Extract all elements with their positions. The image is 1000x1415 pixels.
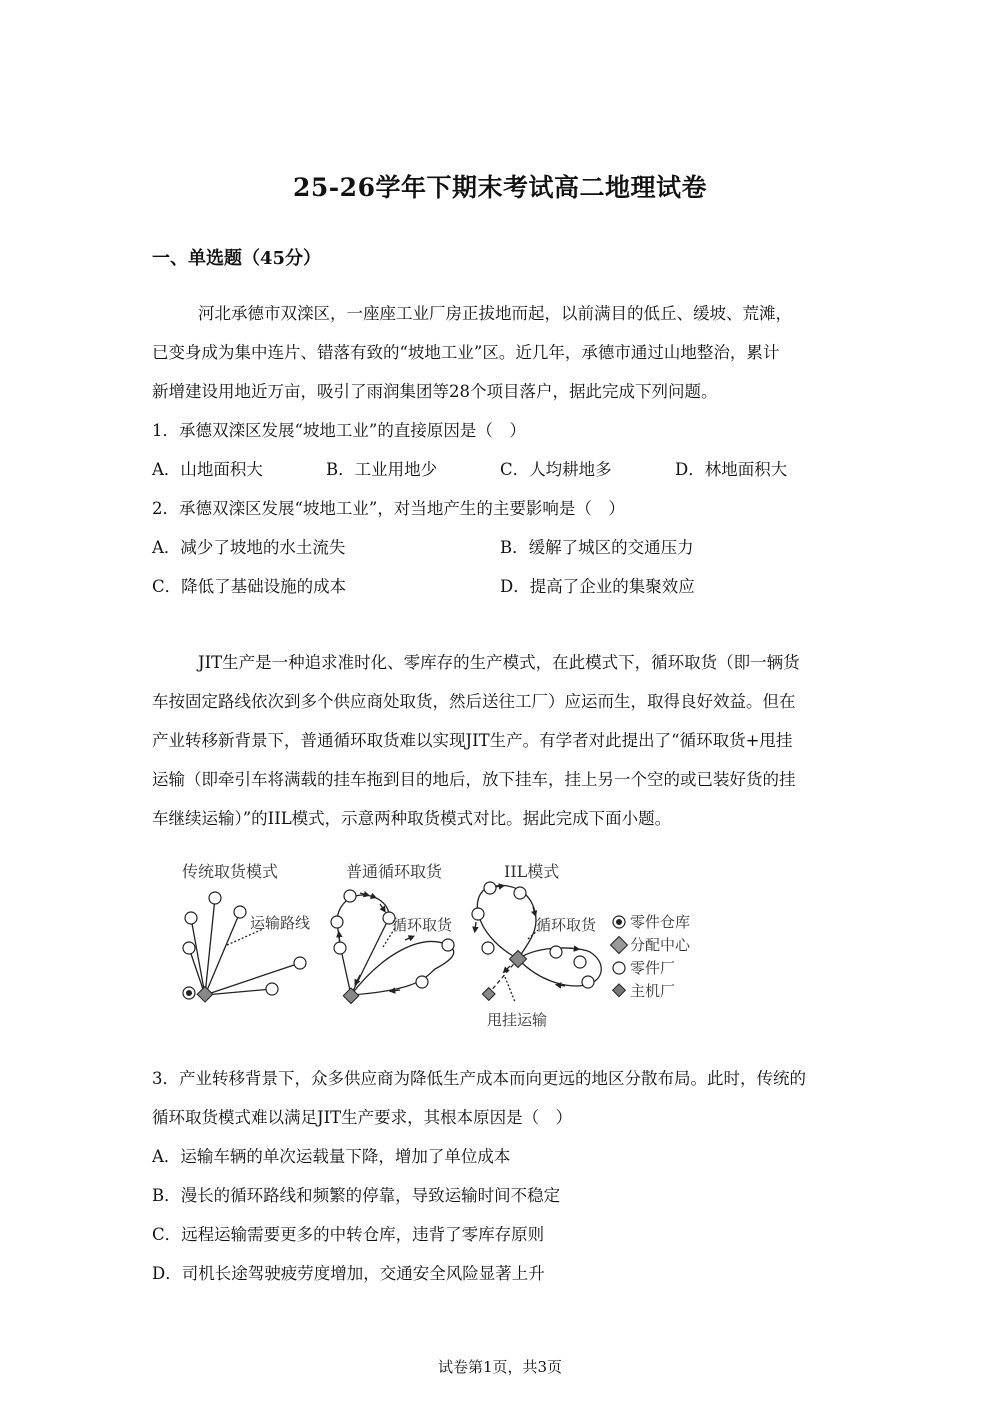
parts-factory-icon: [574, 956, 586, 968]
passage2-line: 产业转移新背景下，普通循环取货难以实现JIT生产。有学者对此提出了“循环取货+甩挂: [152, 731, 793, 750]
q3-option-c[interactable]: C．远程运输需要更多的中转仓库，违背了零库存原则: [152, 1225, 545, 1244]
q1-option-c[interactable]: C．人均耕地多: [500, 460, 612, 479]
q3-option-a[interactable]: A．运输车辆的单次运载量下降，增加了单位成本: [152, 1147, 511, 1166]
parts-factory-icon: [484, 882, 496, 894]
parts-factory-icon: [514, 887, 526, 899]
pickup-mode-diagram: [170, 852, 730, 1041]
main-factory-icon: [613, 984, 626, 997]
q1-option-b[interactable]: B．工业用地少: [326, 460, 438, 479]
page-title: 25-26学年下期末考试高二地理试卷: [293, 173, 707, 202]
parts-factory-icon: [472, 908, 484, 920]
q2-option-d[interactable]: D．提高了企业的集聚效应: [500, 577, 695, 596]
parts-factory-icon: [613, 962, 625, 974]
passage1-line: 已变身成为集中连片、错落有致的“坡地工业”区。近几年，承德市通过山地整治，累计: [152, 343, 780, 362]
normal-nodes: [331, 890, 454, 988]
section-heading: 一、单选题（45分）: [152, 248, 322, 269]
parts-factory-icon: [234, 906, 246, 918]
parts-factory-icon: [334, 942, 346, 954]
q2-stem: 2．承德双滦区发展“坡地工业”，对当地产生的主要影响是（ ）: [152, 499, 625, 518]
parts-factory-icon: [344, 890, 356, 902]
main-factory-icon: [482, 988, 495, 1001]
parts-factory-icon: [416, 976, 428, 988]
q3-option-b[interactable]: B．漫长的循环路线和频繁的停靠，导致运输时间不稳定: [152, 1186, 561, 1205]
label-iil: IIL模式: [504, 862, 560, 881]
legend-factory: 零件厂: [630, 959, 676, 977]
passage2-line: 车按固定路线依次到多个供应商处取货，然后送往工厂）应运而生，取得良好效益。但在: [152, 692, 796, 711]
q2-option-b[interactable]: B．缓解了城区的交通压力: [500, 538, 694, 557]
parts-factory-icon: [442, 939, 454, 951]
legend-distribution: 分配中心: [630, 936, 691, 954]
parts-factory-icon: [266, 983, 278, 995]
distribution-center-icon: [611, 937, 628, 954]
label-traditional: 传统取货模式: [182, 862, 279, 881]
parts-factory-icon: [294, 957, 306, 969]
parts-factory-icon: [582, 976, 594, 988]
label-route: 运输路线: [250, 914, 311, 932]
passage2-line: 运输（即牵引车将满载的挂车拖到目的地后，放下挂车，挂上另一个空的或已装好货的挂: [152, 770, 796, 789]
legend: [611, 913, 691, 1000]
q3-stem: 循环取货模式难以满足JIT生产要求，其根本原因是（ ）: [152, 1108, 573, 1127]
passage2-line: JIT生产是一种追求准时化、零库存的生产模式，在此模式下，循环取货（即一辆货: [198, 653, 800, 672]
normal-panel: [337, 893, 454, 995]
parts-factory-icon: [331, 916, 343, 928]
legend-main: 主机厂: [630, 982, 676, 1000]
label-drop: 甩挂运输: [487, 1011, 548, 1029]
passage2-line: 车继续运输）”的IIL模式，示意两种取货模式对比。据此完成下面小题。: [152, 809, 672, 828]
q3-option-d[interactable]: D．司机长途驾驶疲劳度增加，交通安全风险显著上升: [152, 1264, 545, 1283]
parts-factory-icon: [209, 892, 221, 904]
parts-factory-icon: [482, 942, 494, 954]
parts-factory-icon: [185, 912, 197, 924]
label-loop1: 循环取货: [392, 916, 453, 934]
main-factory-icon: [343, 988, 359, 1004]
page-footer: 试卷第1页，共3页: [437, 1358, 563, 1376]
q1-stem: 1．承德双滦区发展“坡地工业”的直接原因是（ ）: [152, 421, 526, 440]
label-loop2: 循环取货: [536, 916, 597, 934]
passage1-line: 新增建设用地近万亩，吸引了雨润集团等28个项目落户，据此完成下列问题。: [152, 382, 718, 401]
q3-stem: 3．产业转移背景下，众多供应商为降低生产成本而向更远的地区分散布局。此时，传统的: [152, 1069, 806, 1088]
q2-option-c[interactable]: C．降低了基础设施的成本: [152, 577, 347, 596]
q1-option-a[interactable]: A．山地面积大: [152, 460, 263, 479]
main-factory-icon: [197, 987, 213, 1003]
legend-warehouse: 零件仓库: [630, 913, 691, 931]
parts-factory-icon: [550, 946, 562, 958]
q1-option-d[interactable]: D．林地面积大: [675, 460, 788, 479]
parts-factory-icon: [183, 942, 195, 954]
q2-option-a[interactable]: A．减少了坡地的水土流失: [152, 538, 346, 557]
passage1-line: 河北承德市双滦区，一座座工业厂房正拔地而起，以前满目的低丘、缓坡、荒滩，: [198, 304, 792, 323]
label-normal: 普通循环取货: [346, 862, 443, 881]
